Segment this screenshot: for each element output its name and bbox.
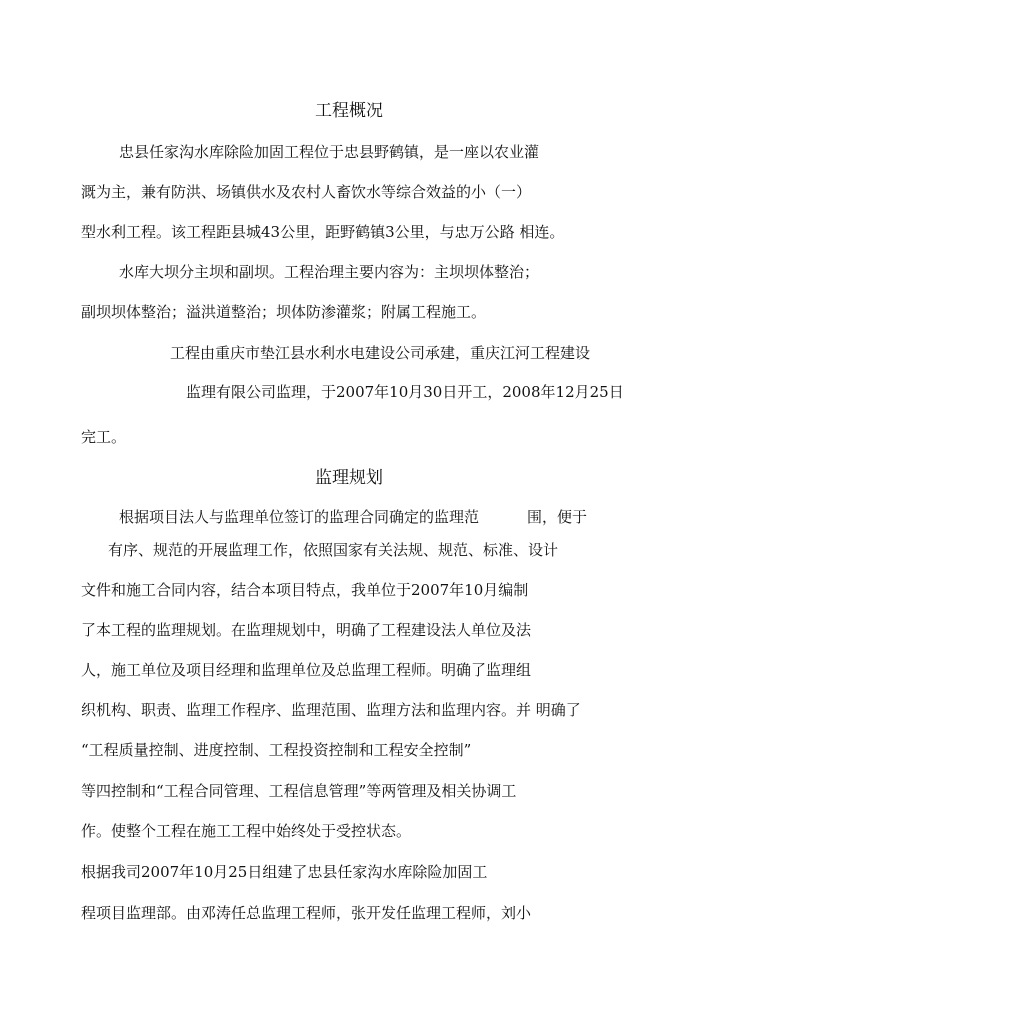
paragraph-line: 监理有限公司监理，于2007年10月30日开工，2008年12月25日 [186, 383, 624, 401]
paragraph-line: 等四控制和“工程合同管理、工程信息管理”等两管理及相关协调工 [81, 782, 517, 800]
paragraph-line: 织机构、职责、监理工作程序、监理范围、监理方法和监理内容。并 明确了 [81, 701, 581, 719]
paragraph-line: 型水利工程。该工程距县城43公里，距野鹤镇3公里，与忠万公路 相连。 [81, 223, 565, 241]
paragraph-line: 忠县任家沟水库除险加固工程位于忠县野鹤镇，是一座以农业灌 [119, 143, 540, 161]
paragraph-line: 溉为主，兼有防洪、场镇供水及农村人畜饮水等综合效益的小（一） [81, 183, 532, 201]
paragraph-line: 文件和施工合同内容，结合本项目特点，我单位于2007年10月编制 [81, 581, 529, 599]
paragraph-line: 水库大坝分主坝和副坝。工程治理主要内容为：主坝坝体整治； [119, 263, 540, 281]
paragraph-line-part: 围，便于 [527, 508, 588, 526]
paragraph-line: 了本工程的监理规划。在监理规划中，明确了工程建设法人单位及法 [81, 621, 532, 639]
paragraph-line: 作。使整个工程在施工工程中始终处于受控状态。 [81, 822, 412, 840]
section-title-supervision-plan: 监理规划 [315, 468, 383, 488]
paragraph-line: 完工。 [81, 428, 127, 446]
paragraph-line: 有序、规范的开展监理工作，依照国家有关法规、规范、标准、设计 [108, 541, 559, 559]
paragraph-line: 副坝坝体整治；溢洪道整治；坝体防渗灌浆；附属工程施工。 [81, 303, 487, 321]
paragraph-line: 程项目监理部。由邓涛任总监理工程师，张开发任监理工程师，刘小 [81, 904, 532, 922]
paragraph-line: “工程质量控制、进度控制、工程投资控制和工程安全控制” [81, 741, 472, 759]
paragraph-line: 人，施工单位及项目经理和监理单位及总监理工程师。明确了监理组 [81, 661, 532, 679]
paragraph-line: 根据我司2007年10月25日组建了忠县任家沟水库除险加固工 [81, 863, 488, 881]
paragraph-line: 工程由重庆市垫江县水利水电建设公司承建，重庆江河工程建设 [170, 344, 591, 362]
paragraph-line-part: 根据项目法人与监理单位签订的监理合同确定的监理范 [119, 508, 480, 526]
section-title-project-overview: 工程概况 [315, 101, 383, 121]
paragraph-line [119, 507, 587, 527]
